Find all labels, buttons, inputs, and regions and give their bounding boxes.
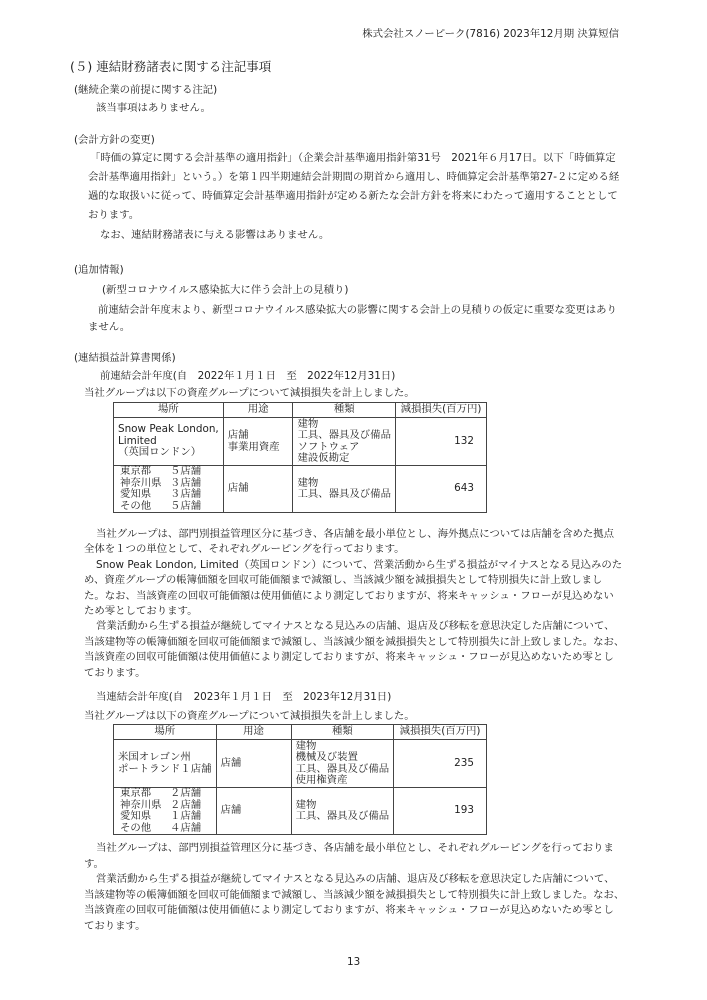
use-cell: 店舗 [223, 466, 293, 513]
table-row [114, 418, 487, 466]
page-header: 株式会社スノーピーク(7816) 2023年12月期 決算短信 [362, 28, 619, 40]
additional-line: ません。 [88, 321, 131, 333]
policy-line: 「時価の算定に関する会計基準の適用指針」（企業会計基準適用指針第31号 2021年６月17日。以下「時価算定 [90, 152, 616, 164]
prev-intro: 当社グループは以下の資産グループについて減損損失を計上しました。 [84, 387, 415, 399]
policy-line: 過的な取扱いに従って、時価算定会計基準適用指針が定める新たな会計方針を将来にわたって適用することとして [88, 190, 618, 202]
section-title: (５) 連結財務諸表に関する注記事項 [70, 59, 272, 74]
table-row [114, 740, 487, 788]
pl-heading: (連結損益計算書関係) [74, 352, 176, 364]
col-use: 用途 [216, 725, 291, 740]
prev-impairment-table [113, 402, 487, 513]
type-cell: 建物 工具、器具及び備品 [293, 466, 396, 513]
policy-heading: (会計方針の変更) [74, 134, 155, 146]
paragraph-line: 当該資産の回収可能価額は使用価値により測定しておりますが、将来キャッシュ・フローが見込めないため零とし [84, 904, 614, 917]
place-cell: 東京都 ２店舗 神奈川県 ２店舗 愛知県 １店舗 その他 ４店舗 [114, 788, 217, 835]
policy-line: おります。 [88, 209, 140, 221]
page-number: 13 [347, 956, 361, 968]
col-place: 場所 [114, 725, 217, 740]
paragraph-line: 営業活動から生ずる損益が継続してマイナスとなる見込みの店舗、退店及び移転を意思決定した店舗について、 [96, 620, 615, 633]
going-concern-heading: (継続企業の前提に関する注記) [74, 84, 218, 96]
paragraph-line: ております。 [84, 920, 146, 932]
paragraph-line: 当社グループは、部門別損益管理区分に基づき、各店舗を最小単位とし、それぞれグルーピングを行っておりま [96, 842, 614, 854]
curr-intro: 当社グループは以下の資産グループについて減損損失を計上しました。 [84, 710, 415, 722]
paragraph-line: Snow Peak London, Limited（英国ロンドン）について、営業活動から生ずる損益がマイナスとなる見込みのた [96, 558, 623, 571]
paragraph-line: 当該建物等の帳簿価額を回収可能価額まで減額し、当該減少額を減損損失として特別損失に計上致しました。なお、 [84, 888, 625, 901]
additional-heading: (追加情報) [74, 264, 124, 276]
loss-cell: 643 [395, 466, 486, 513]
additional-line: 前連結会計年度末より、新型コロナウイルス感染拡大の影響に関する会計上の見積りの仮定に重要な変更はあり [98, 304, 617, 316]
table-row [114, 788, 487, 835]
loss-cell: 235 [394, 740, 487, 788]
place-cell: 米国オレゴン州 ポートランド１店舗 [114, 740, 217, 788]
curr-period: 当連結会計年度(自 2023年１月１日 至 2023年12月31日) [96, 691, 392, 703]
col-place: 場所 [114, 403, 224, 418]
col-loss: 減損損失(百万円) [395, 403, 486, 418]
place-cell: Snow Peak London, Limited （英国ロンドン） [114, 418, 224, 466]
loss-cell: 193 [394, 788, 487, 835]
col-type: 種類 [293, 403, 396, 418]
prev-period: 前連結会計年度(自 2022年１月１日 至 2022年12月31日) [100, 370, 396, 382]
paragraph-line: 営業活動から生ずる損益が継続してマイナスとなる見込みの店舗、退店及び移転を意思決定した店舗について、 [96, 873, 615, 886]
type-cell: 建物 工具、器具及び備品 [291, 788, 394, 835]
table-row [114, 466, 487, 513]
curr-impairment-table [113, 724, 487, 835]
use-cell: 店舗 [216, 740, 291, 788]
type-cell: 建物 機械及び装置 工具、器具及び備品 使用権資産 [291, 740, 394, 788]
policy-note: なお、連結財務諸表に与える影響はありません。 [100, 229, 330, 241]
use-cell: 店舗 [216, 788, 291, 835]
col-use: 用途 [223, 403, 293, 418]
additional-subheading: (新型コロナウイルス感染拡大に伴う会計上の見積り) [102, 284, 349, 296]
loss-cell: 132 [395, 418, 486, 466]
paragraph-line: ため零としております。 [84, 605, 198, 617]
use-cell: 店舗 事業用資産 [223, 418, 293, 466]
going-concern-text: 該当事項はありません。 [96, 102, 211, 114]
paragraph-line: 全体を１つの単位として、それぞれグルーピングを行っております。 [84, 543, 405, 556]
paragraph-line: 当該建物等の帳簿価額を回収可能価額まで減額し、当該減少額を減損損失として特別損失に計上致しました。なお、 [84, 635, 625, 648]
paragraph-line: た。なお、当該資産の回収可能価額は使用価値により測定しておりますが、将来キャッシュ・フローが見込めない [84, 589, 614, 602]
place-cell: 東京都 ５店舗 神奈川県 ３店舗 愛知県 ３店舗 その他 ５店舗 [114, 466, 224, 513]
col-type: 種類 [291, 725, 394, 740]
col-loss: 減損損失(百万円) [394, 725, 487, 740]
paragraph-line: め、資産グループの帳簿価額を回収可能価額まで減額し、当該減少額を減損損失として特別損失に計上致しまし [84, 574, 603, 587]
table-header-row [114, 725, 487, 740]
paragraph-line: す。 [84, 857, 104, 870]
paragraph-line: 当該資産の回収可能価額は使用価値により測定しておりますが、将来キャッシュ・フローが見込めないため零とし [84, 651, 614, 664]
policy-line: 会計基準適用指針」という。）を第１四半期連結会計期間の期首から適用し、時価算定会計基準第27-２に定める経 [88, 171, 620, 183]
table-header-row [114, 403, 487, 418]
paragraph-line: 当社グループは、部門別損益管理区分に基づき、各店舗を最小単位とし、海外拠点については店舗を含めた拠点 [96, 528, 615, 540]
paragraph-line: ております。 [84, 666, 146, 679]
type-cell: 建物 工具、器具及び備品 ソフトウェア 建設仮勘定 [293, 418, 396, 466]
